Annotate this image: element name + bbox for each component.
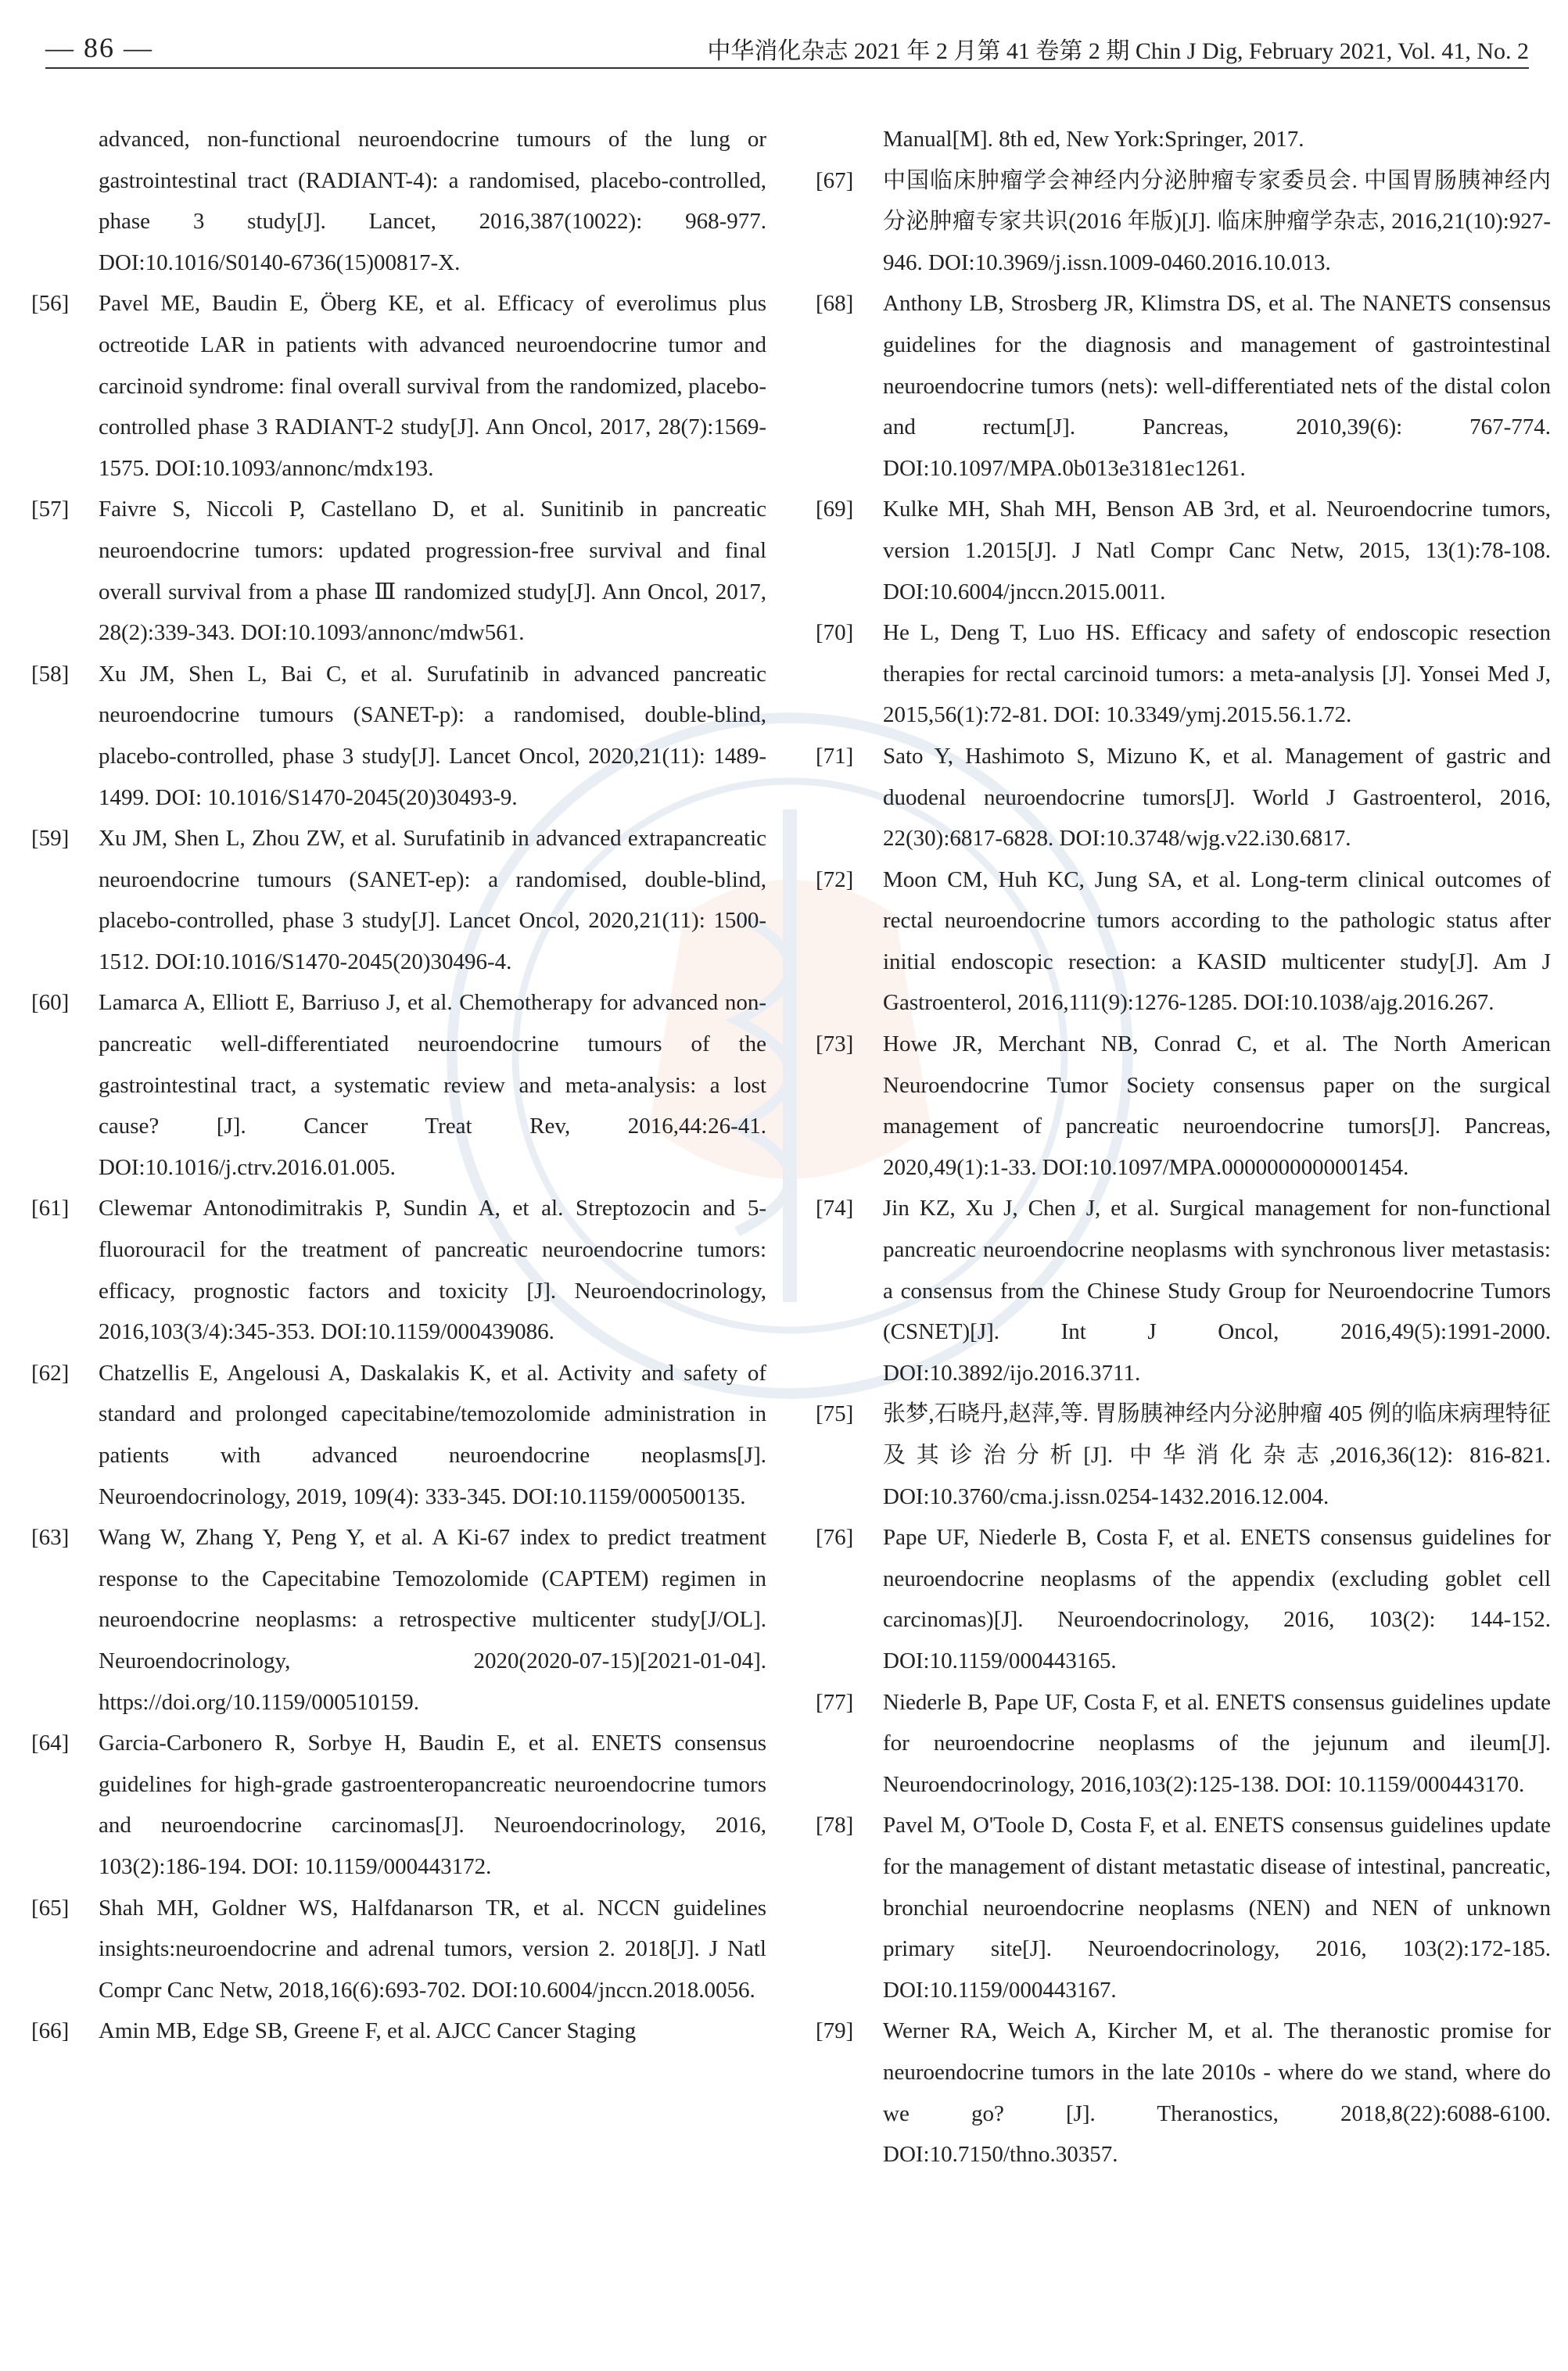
reference-entry <box>816 1682 1551 1806</box>
reference-number: [73] <box>816 1031 854 1057</box>
reference-number: [62] <box>31 1360 70 1386</box>
reference-text: Clewemar Antonodimitrakis P, Sundin A, et al. Streptozocin and 5-fluorouracil for the treatment of pancreatic neuroendocrine tumors: efficacy, prognostic factors and toxicity [J]. Neuroendocrinology, 2016,103(3/4):345-353. DOI:10.1159/000439086. <box>99 1196 766 1345</box>
reference-entry <box>31 1353 766 1517</box>
references-right-column <box>816 119 1551 2176</box>
reference-number: [68] <box>816 291 854 317</box>
reference-entry <box>816 1394 1551 1517</box>
reference-entry <box>816 612 1551 736</box>
page-header <box>45 27 1529 66</box>
reference-text: Amin MB, Edge SB, Greene F, et al. AJCC Cancer Staging <box>99 2018 637 2044</box>
reference-entry <box>31 818 766 982</box>
reference-entry <box>31 1188 766 1352</box>
reference-number: [58] <box>31 661 70 687</box>
reference-number: [70] <box>816 620 854 646</box>
reference-text: 张梦,石晓丹,赵萍,等. 胃肠胰神经内分泌肿瘤 405 例的临床病理特征及其诊治分析[J]. 中华消化杂志,2016,36(12): 816-821. DOI:10.3760/cma.j.issn.0254-1432.2016.12.004. <box>883 1401 1551 1509</box>
reference-text: Sato Y, Hashimoto S, Mizuno K, et al. Management of gastric and duodenal neuroendocrine tumors[J]. World J Gastroenterol, 2016, 22(30):6817-6828. DOI:10.3748/wjg.v22.i30.6817. <box>883 743 1551 852</box>
reference-text: Werner RA, Weich A, Kircher M, et al. The theranostic promise for neuroendocrine tumors in the late 2010s - where do we stand, where do we go? [J]. Theranostics, 2018,8(22):6088-6100. DOI:10.7150/thno.30357. <box>883 2018 1551 2168</box>
reference-number: [76] <box>816 1525 854 1551</box>
reference-number: [67] <box>816 167 854 193</box>
reference-number: [66] <box>31 2018 70 2044</box>
reference-number: [60] <box>31 990 70 1016</box>
reference-number: [79] <box>816 2018 854 2044</box>
reference-entry <box>31 2011 766 2052</box>
reference-entry <box>31 119 766 283</box>
reference-text: Lamarca A, Elliott E, Barriuso J, et al. Chemotherapy for advanced non-pancreatic well-differentiated neuroendocrine tumours of the gastrointestinal tract, a systematic review and meta-analysis: a lost cause? [J]. Cancer Treat Rev, 2016,44:26-41. DOI:10.1016/j.ctrv.2016.01.005. <box>99 990 766 1180</box>
reference-text: Anthony LB, Strosberg JR, Klimstra DS, et al. The NANETS consensus guidelines for the diagnosis and management of gastrointestinal neuroendocrine tumors (nets): well-differentiated nets of the distal colon and rectum[J]. Pancreas, 2010,39(6): 767-774. DOI:10.1097/MPA.0b013e3181ec1261. <box>883 291 1551 481</box>
reference-text: Kulke MH, Shah MH, Benson AB 3rd, et al. Neuroendocrine tumors, version 1.2015[J]. J Natl Compr Canc Netw, 2015, 13(1):78-108. DOI:10.6004/jnccn.2015.0011. <box>883 497 1551 604</box>
reference-number: [57] <box>31 497 70 522</box>
reference-text: advanced, non-functional neuroendocrine tumours of the lung or gastrointestinal tract (RADIANT-4): a randomised, placebo-controlled, phase 3 study[J]. Lancet, 2016,387(10022): 968-977. DOI:10.1016/S0140-6736(15)00817-X. <box>99 127 766 275</box>
reference-text: Pavel ME, Baudin E, Öberg KE, et al. Efficacy of everolimus plus octreotide LAR in patients with advanced neuroendocrine tumor and carcinoid syndrome: final overall survival from the randomized, placebo-controlled phase 3 RADIANT-2 study[J]. Ann Oncol, 2017, 28(7):1569-1575. DOI:10.1093/annonc/mdx193. <box>99 291 766 481</box>
reference-entry <box>816 1188 1551 1394</box>
reference-text: Jin KZ, Xu J, Chen J, et al. Surgical management for non-functional pancreatic neuroendocrine neoplasms with synchronous liver metastasis: a consensus from the Chinese Study Group for Neuroendocrine Tumors (CSNET)[J]. Int J Oncol, 2016,49(5):1991-2000. DOI:10.3892/ijo.2016.3711. <box>883 1196 1551 1386</box>
reference-text: Howe JR, Merchant NB, Conrad C, et al. The North American Neuroendocrine Tumor Society consensus paper on the surgical management of pancreatic neuroendocrine tumors[J]. Pancreas, 2020,49(1):1-33. DOI:10.1097/MPA.0000000000001454. <box>883 1031 1551 1180</box>
reference-number: [69] <box>816 497 854 522</box>
reference-entry <box>816 160 1551 284</box>
reference-text: Faivre S, Niccoli P, Castellano D, et al. Sunitinib in pancreatic neuroendocrine tumors: updated progression-free survival and final overall survival from a phase Ⅲ randomized study[J]. Ann Oncol, 2017, 28(2):339-343. DOI:10.1093/annonc/mdw561. <box>99 497 766 646</box>
reference-entry <box>31 1517 766 1723</box>
reference-text: Xu JM, Shen L, Bai C, et al. Surufatinib in advanced pancreatic neuroendocrine tumours (SANET-p): a randomised, double-blind, placebo-controlled, phase 3 study[J]. Lancet Oncol, 2020,21(11): 1489-1499. DOI: 10.1016/S1470-2045(20)30493-9. <box>99 661 766 810</box>
header-rule <box>45 67 1529 69</box>
reference-text: Pavel M, O'Toole D, Costa F, et al. ENETS consensus guidelines update for the management of distant metastatic disease of intestinal, pancreatic, bronchial neuroendocrine neoplasms (NEN) and NEN of unknown primary site[J]. Neuroendocrinology, 2016, 103(2):172-185. DOI:10.1159/000443167. <box>883 1813 1551 2003</box>
reference-number: [59] <box>31 826 70 852</box>
reference-entry <box>816 2011 1551 2175</box>
reference-text: Xu JM, Shen L, Zhou ZW, et al. Surufatinib in advanced extrapancreatic neuroendocrine tumours (SANET-ep): a randomised, double-blind, placebo-controlled, phase 3 study[J]. Lancet Oncol, 2020,21(11): 1500-1512. DOI:10.1016/S1470-2045(20)30496-4. <box>99 826 766 974</box>
reference-entry <box>816 1024 1551 1188</box>
reference-text: Pape UF, Niederle B, Costa F, et al. ENETS consensus guidelines for neuroendocrine neoplasms of the appendix (excluding goblet cell carcinomas)[J]. Neuroendocrinology, 2016, 103(2): 144-152. DOI:10.1159/000443165. <box>883 1525 1551 1673</box>
reference-entry <box>816 283 1551 489</box>
reference-entry <box>31 982 766 1188</box>
reference-entry <box>31 1723 766 1887</box>
reference-entry <box>31 1888 766 2011</box>
reference-entry <box>31 654 766 818</box>
reference-number: [63] <box>31 1525 70 1551</box>
journal-info: 中华消化杂志 2021 年 2 月第 41 卷第 2 期 Chin J Dig, February 2021, Vol. 41, No. 2 <box>707 38 1529 64</box>
reference-number: [65] <box>31 1895 70 1921</box>
reference-number: [61] <box>31 1196 70 1221</box>
reference-text: Niederle B, Pape UF, Costa F, et al. ENETS consensus guidelines update for neuroendocrine neoplasms of the jejunum and ileum[J]. Neuroendocrinology, 2016,103(2):125-138. DOI: 10.1159/000443170. <box>883 1689 1551 1797</box>
reference-entry <box>816 736 1551 859</box>
reference-text: Garcia-Carbonero R, Sorbye H, Baudin E, et al. ENETS consensus guidelines for high-grade gastroenteropancreatic neuroendocrine tumors and neuroendocrine carcinomas[J]. Neuroendocrinology, 2016, 103(2):186-194. DOI: 10.1159/000443172. <box>99 1731 766 1879</box>
reference-number: [64] <box>31 1731 70 1756</box>
reference-number: [72] <box>816 866 854 892</box>
reference-text: 中国临床肿瘤学会神经内分泌肿瘤专家委员会. 中国胃肠胰神经内分泌肿瘤专家共识(2016 年版)[J]. 临床肿瘤学杂志, 2016,21(10):927-946. DOI:10.3969/j.issn.1009-0460.2016.10.013. <box>883 167 1551 275</box>
reference-number: [77] <box>816 1689 854 1715</box>
references-left-column <box>31 119 766 2052</box>
reference-entry <box>31 489 766 653</box>
reference-text: Moon CM, Huh KC, Jung SA, et al. Long-term clinical outcomes of rectal neuroendocrine tumors according to the pathologic status after initial endoscopic resection: a KASID multicenter study[J]. Am J Gastroenterol, 2016,111(9):1276-1285. DOI:10.1038/ajg.2016.267. <box>883 866 1551 1016</box>
reference-number: [74] <box>816 1196 854 1221</box>
reference-text: Shah MH, Goldner WS, Halfdanarson TR, et al. NCCN guidelines insights:neuroendocrine and adrenal tumors, version 2. 2018[J]. J Natl Compr Canc Netw, 2018,16(6):693-702. DOI:10.6004/jnccn.2018.0056. <box>99 1895 766 2003</box>
reference-number: [56] <box>31 291 70 317</box>
reference-number: [71] <box>816 743 854 769</box>
reference-entry <box>816 489 1551 612</box>
reference-entry <box>816 859 1551 1024</box>
reference-text: Manual[M]. 8th ed, New York:Springer, 2017. <box>883 127 1304 152</box>
reference-number: [78] <box>816 1813 854 1838</box>
page-number: — 86 — <box>45 32 153 63</box>
reference-text: He L, Deng T, Luo HS. Efficacy and safety of endoscopic resection therapies for rectal carcinoid tumors: a meta-analysis [J]. Yonsei Med J, 2015,56(1):72-81. DOI: 10.3349/ymj.2015.56.1.72. <box>883 620 1551 728</box>
reference-entry <box>816 119 1551 160</box>
reference-text: Wang W, Zhang Y, Peng Y, et al. A Ki-67 index to predict treatment response to the Capecitabine Temozolomide (CAPTEM) regimen in neuroendocrine neoplasms: a retrospective multicenter study[J/OL]. Neuroendocrinology, 2020(2020-07-15)[2021-01-04]. https://doi.org/10.1159/000510159. <box>99 1525 766 1715</box>
reference-text: Chatzellis E, Angelousi A, Daskalakis K, et al. Activity and safety of standard and prolonged capecitabine/temozolomide administration in patients with advanced neuroendocrine neoplasms[J]. Neuroendocrinology, 2019, 109(4): 333-345. DOI:10.1159/000500135. <box>99 1360 766 1509</box>
reference-entry <box>31 283 766 489</box>
reference-entry <box>816 1517 1551 1681</box>
reference-number: [75] <box>816 1401 854 1427</box>
reference-entry <box>816 1805 1551 2011</box>
